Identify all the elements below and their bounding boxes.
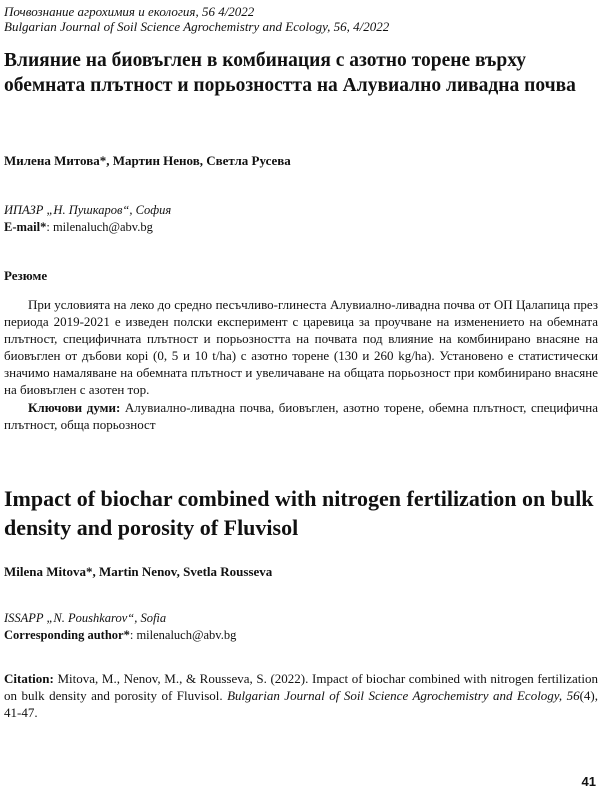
page-number: 41 (581, 774, 596, 789)
journal-header-bg: Почвознание агрохимия и екология, 56 4/2022 (4, 4, 255, 19)
email-label-bg: E-mail* (4, 220, 47, 234)
email-line-bg (4, 220, 153, 235)
authors-en: Milena Mitova*, Martin Nenov, Svetla Rousseva (4, 564, 273, 579)
citation-label: Citation: (4, 671, 54, 686)
abstract-text: При условията на леко до средно песъчливо-глинеста Алувиално-ливадна почва от ОП Цалапица през периода 2019-2021 е изведен полски експеримент с царевица за проучване на изменението на обемната плътност, специфичната плътност и порьозността на почвата под влияние на комбинирано внасяне на биовъглен от дъбови корi (0, 5 и 10 t/ha) с азотно торене (130 и 260 kg/ha). Установено е статистически значимо намаляване на обемната плътност и увеличаване на общата порьозност при комбинирано внасяне на биовъглен с азотен тор. (4, 297, 598, 397)
title-bg: Влияние на биовъглен в комбинация с азотно торене върху обемната плътност и порьозността на Алувиално ливадна почва (4, 50, 576, 96)
email-value-en[interactable]: : milenaluch@abv.bg (129, 628, 237, 642)
abstract-heading: Резюме (4, 268, 48, 283)
affiliation-en: ISSAPP „N. Poushkarov“, Sofia (4, 611, 167, 625)
journal-header-en: Bulgarian Journal of Soil Science Agrochemistry and Ecology, 56, 4/2022 (4, 19, 390, 34)
keywords (4, 399, 598, 433)
affiliation-bg: ИПАЗР „Н. Пушкаров“, София (4, 203, 172, 217)
title-en: Impact of biochar combined with nitrogen fertilization on bulk density and porosity of Fluvisol (4, 486, 594, 540)
authors-bg: Милена Митова*, Мартин Ненов, Светла Русева (4, 153, 291, 168)
email-line-en (4, 628, 236, 643)
keywords-label: Ключови думи: (28, 400, 121, 415)
email-label-en: Corresponding author* (4, 628, 130, 642)
citation-end: (4), 41-47. (4, 688, 599, 720)
citation (4, 670, 598, 721)
keywords-text: Алувиално-ливадна почва, биовъглен, азотно торене, обемна плътност, специфична плътност, обща порьозност (4, 400, 598, 432)
citation-text: Mitova, M., Nenov, M., & Rousseva, S. (2022). Impact of biochar combined with nitrogen fertilization on bulk density and porosity of Fluvisol. (4, 671, 598, 703)
email-value-bg[interactable]: : milenaluch@abv.bg (46, 220, 153, 234)
citation-journal: Bulgarian Journal of Soil Science Agrochemistry and Ecology, 56 (227, 688, 580, 703)
